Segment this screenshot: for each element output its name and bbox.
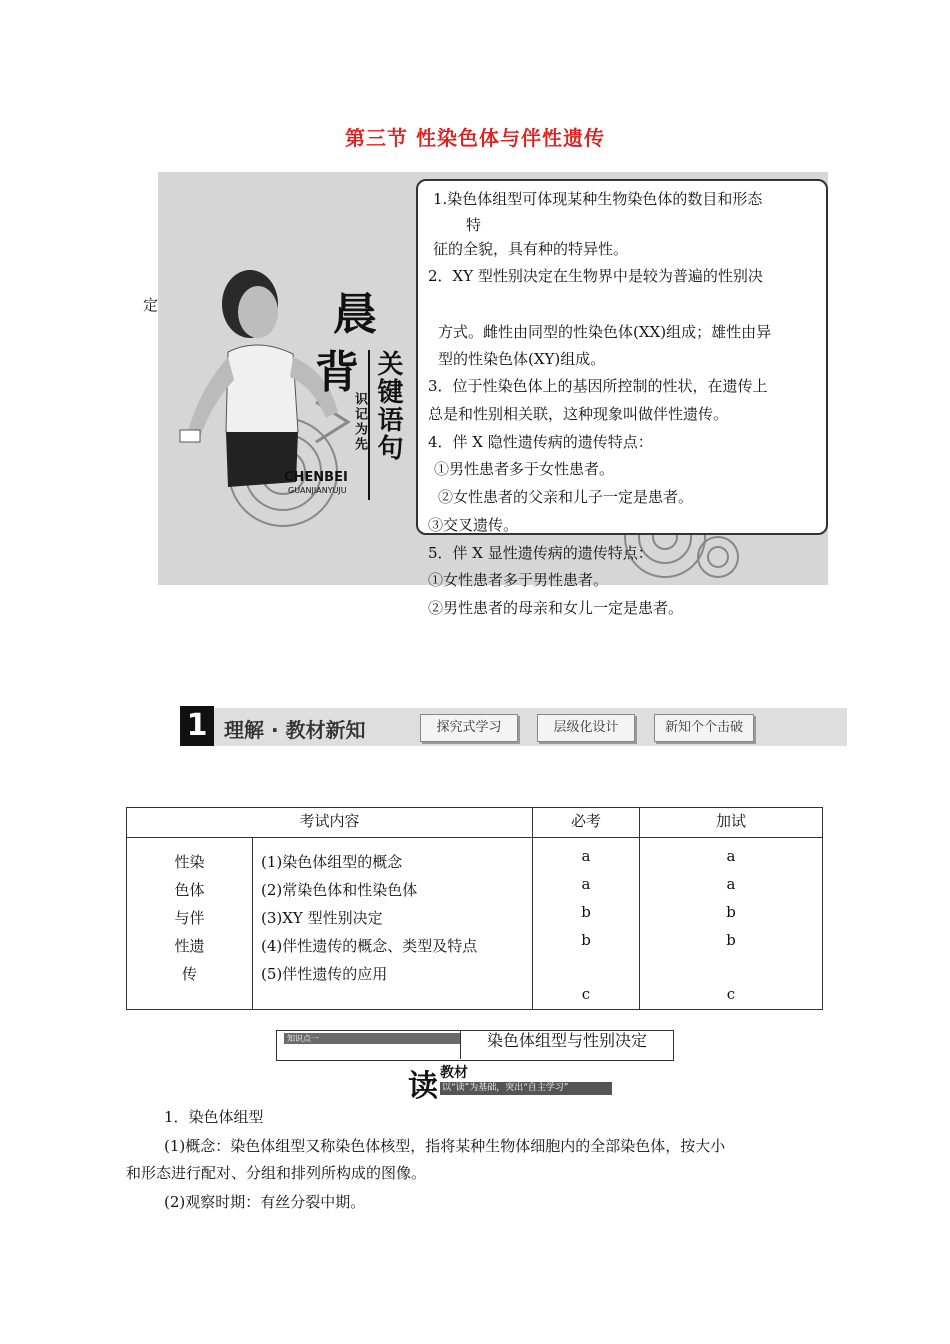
banner-big-char-1: 晨	[333, 289, 377, 340]
table-row	[127, 838, 823, 1010]
read-tagline: 以“读”为基础，突出“自主学习”	[440, 1082, 612, 1095]
key-point-line: 2．XY 型性别决定在生物界中是较为普遍的性别决	[428, 267, 763, 285]
topic-line: 性遗	[174, 937, 205, 955]
level-value: b	[726, 903, 736, 921]
knowledge-point-tag: 知识点一	[284, 1033, 460, 1044]
key-point-line: 5．伴 X 显性遗传病的遗传特点：	[428, 544, 653, 562]
header-content: 考试内容	[127, 808, 533, 838]
key-point-line: 4．伴 X 隐性遗传病的遗传特点：	[428, 433, 653, 451]
topic-line: 传	[181, 965, 197, 983]
body-heading: 1．染色体组型	[164, 1108, 264, 1126]
key-point-line: ①男性患者多于女性患者。	[434, 460, 615, 478]
body-paragraph: 和形态进行配对、分组和排列所构成的图像。	[126, 1164, 427, 1182]
key-point-line: ③交叉遗传。	[428, 516, 519, 534]
level-value: a	[581, 847, 591, 865]
level-value: a	[726, 875, 736, 893]
key-point-line: 征的全貌，具有种的特异性。	[433, 240, 629, 258]
item-line: (5)伴性遗传的应用	[261, 965, 388, 983]
level-value: c	[581, 985, 591, 1003]
key-point-line: 方式。雌性由同型的性染色体(XX)组成；雄性由异	[438, 323, 772, 341]
key-point-line: 总是和性别相关联，这种现象叫做伴性遗传。	[428, 405, 729, 423]
items-cell	[253, 838, 533, 1010]
extra-cell	[640, 838, 823, 1010]
table-header-row	[127, 808, 823, 838]
item-line: (2)常染色体和性染色体	[261, 881, 418, 899]
level-value: a	[581, 875, 591, 893]
read-char: 读	[408, 1069, 438, 1104]
banner-vertical-title: 关键语句	[373, 350, 403, 462]
section-title: 理解 · 教材新知	[224, 718, 366, 742]
banner-vertical-subtitle: 识记为先	[352, 392, 367, 452]
page-title: 第三节 性染色体与伴性遗传	[345, 126, 605, 150]
required-cell	[533, 838, 640, 1010]
header-required: 必考	[533, 808, 640, 838]
body-paragraph: (1)概念：染色体组型又称染色体核型，指将某种生物体细胞内的全部染色体，按大小	[164, 1137, 726, 1155]
level-value: b	[581, 931, 591, 949]
knowledge-point-title: 染色体组型与性别决定	[487, 1031, 648, 1050]
exam-requirements-table	[126, 807, 823, 1010]
topic-line: 性染	[174, 853, 205, 871]
item-line: (4)伴性遗传的概念、类型及特点	[261, 937, 478, 955]
level-value: b	[726, 931, 736, 949]
key-point-line: 型的性染色体(XY)组成。	[438, 350, 606, 368]
topic-cell	[127, 838, 253, 1010]
banner-en-title: CHENBEI	[284, 470, 348, 485]
side-char: 定	[143, 296, 159, 314]
key-point-line: ②女性患者的父亲和儿子一定是患者。	[438, 488, 694, 506]
item-line: (3)XY 型性别决定	[261, 909, 383, 927]
pill-label: 探究式学习	[420, 714, 518, 742]
read-subtitle: 教材	[440, 1065, 468, 1081]
banner-en-subtitle: GUANJIANYUJU	[288, 486, 347, 495]
key-point-line: 3．位于性染色体上的基因所控制的性状，在遗传上	[428, 377, 768, 395]
item-line: (1)染色体组型的概念	[261, 853, 403, 871]
level-value: a	[726, 847, 736, 865]
topic-line: 与伴	[174, 909, 205, 927]
key-point-line: ②男性患者的母亲和女儿一定是患者。	[428, 599, 684, 617]
pill-label: 新知个个击破	[654, 714, 754, 742]
section-number: 1	[180, 706, 214, 746]
level-value: c	[726, 985, 736, 1003]
body-paragraph: (2)观察时期：有丝分裂中期。	[164, 1193, 366, 1211]
key-point-line: 特	[466, 216, 482, 234]
knowledge-point-divider	[460, 1030, 461, 1059]
level-value: b	[581, 903, 591, 921]
header-extra: 加试	[640, 808, 823, 838]
key-point-line: ①女性患者多于男性患者。	[428, 571, 609, 589]
topic-line: 色体	[174, 881, 205, 899]
pill-label: 层级化设计	[537, 714, 635, 742]
key-point-line: 1.染色体组型可体现某种生物染色体的数目和形态	[433, 190, 763, 208]
banner-big-char-2: 背	[315, 347, 359, 398]
